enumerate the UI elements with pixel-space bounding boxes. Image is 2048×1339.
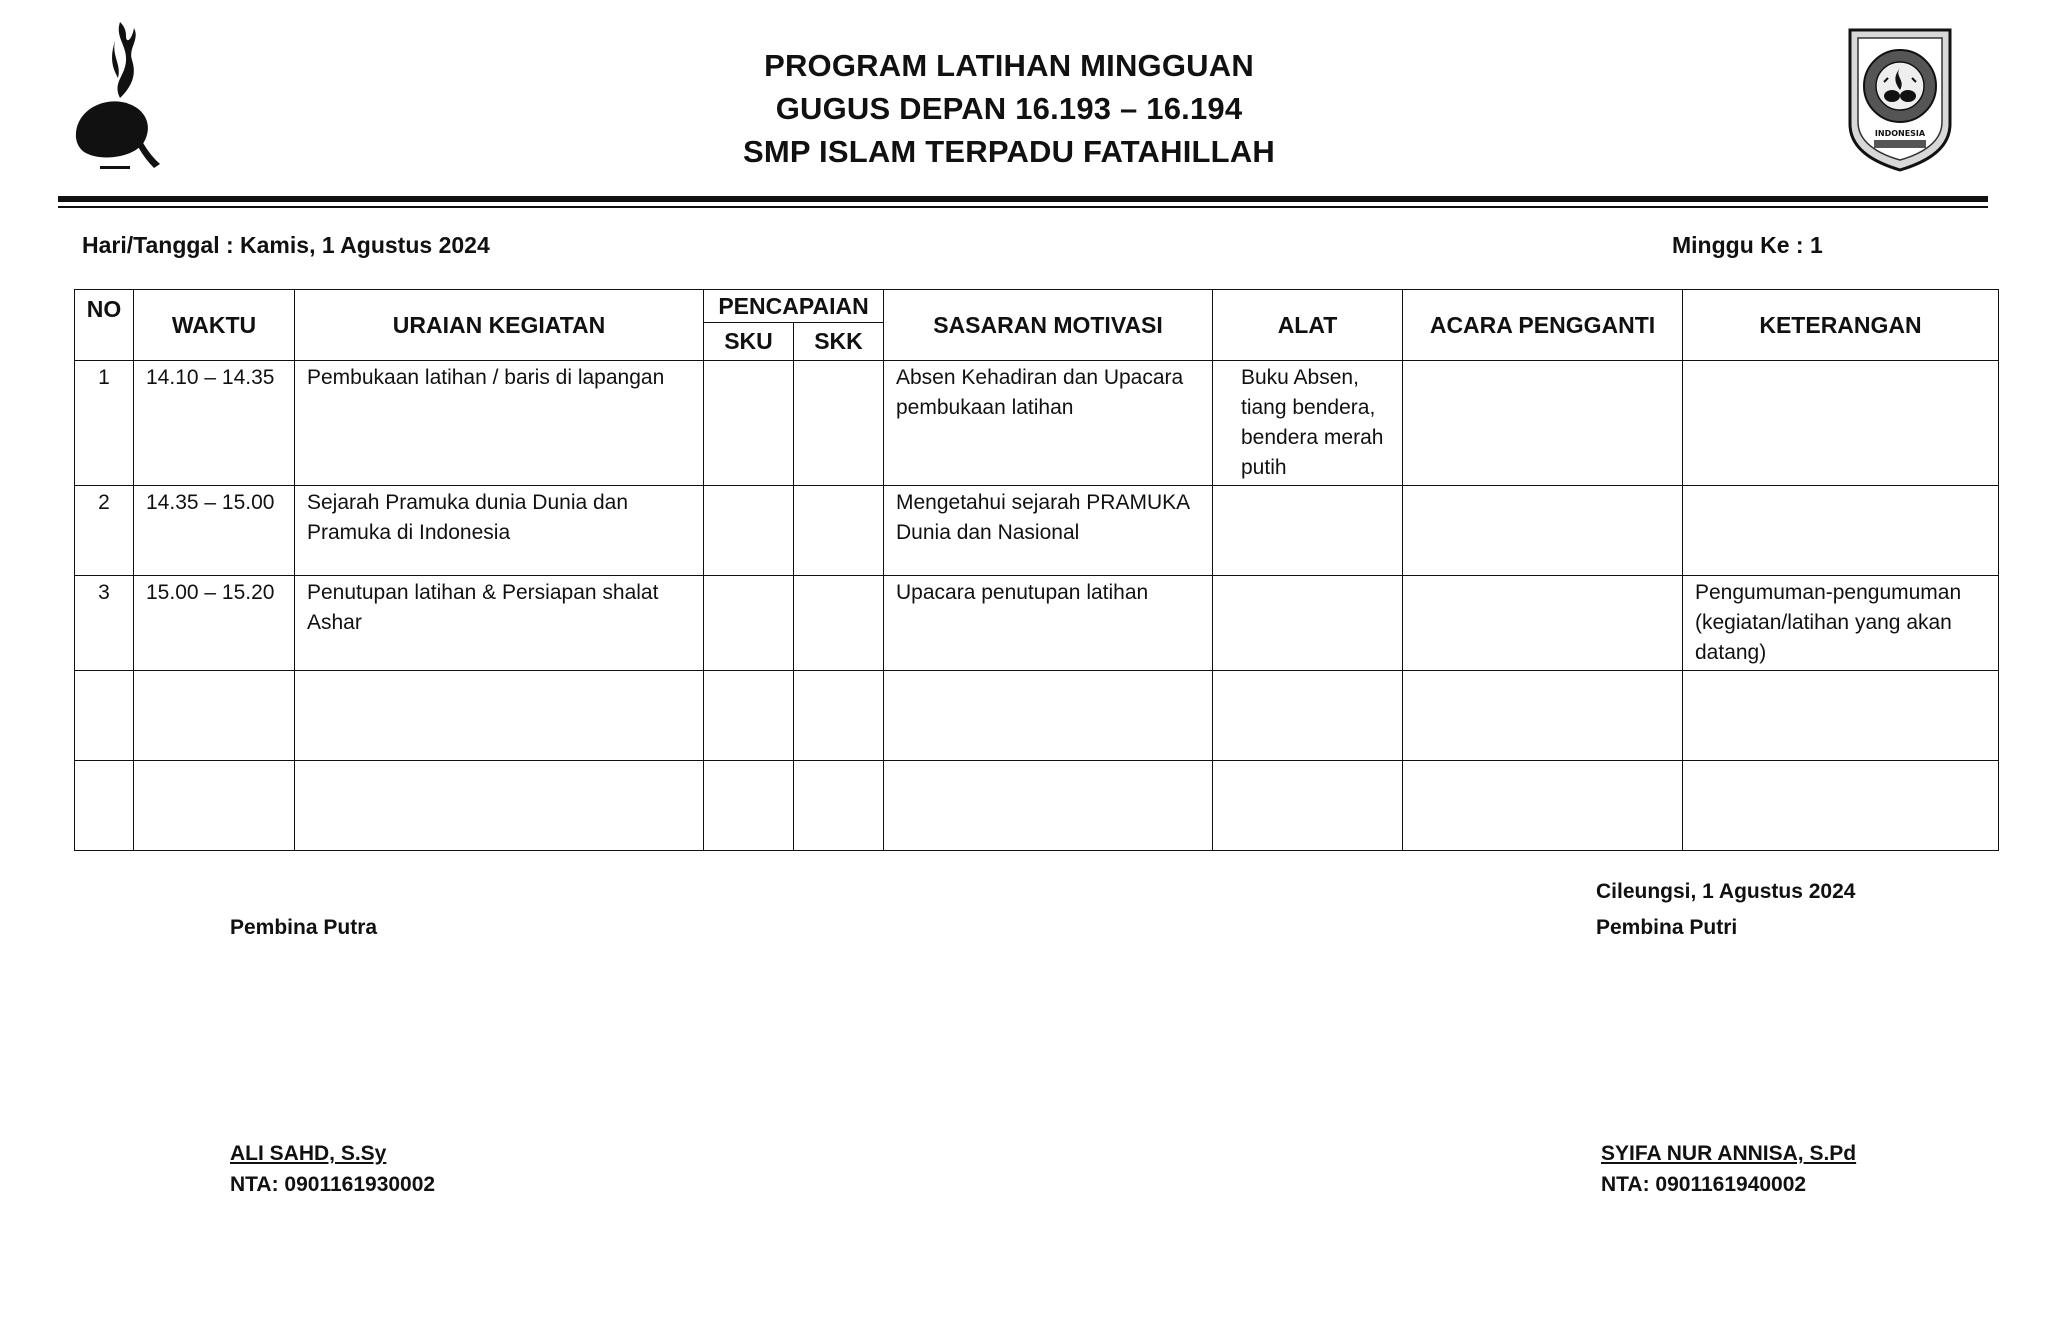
badge-text: INDONESIA — [1874, 129, 1926, 138]
cell-uraian — [295, 761, 704, 851]
week-label: Minggu Ke : 1 — [1672, 232, 1823, 258]
cell-uraian: Penutupan latihan & Persiapan shalat Ashar — [295, 576, 704, 671]
cell-sasaran: Absen Kehadiran dan Upacara pembukaan latihan — [884, 361, 1213, 486]
header-acara: ACARA PENGGANTI — [1403, 290, 1683, 361]
cell-uraian: Pembukaan latihan / baris di lapangan — [295, 361, 704, 486]
cell-no — [75, 761, 134, 851]
header-alat: ALAT — [1213, 290, 1403, 361]
title-line-2: GUGUS DEPAN 16.193 – 16.194 — [775, 91, 1243, 126]
table-row — [75, 761, 1999, 851]
signature-left-role: Pembina Putra — [230, 916, 378, 939]
cell-sasaran: Mengetahui sejarah PRAMUKA Dunia dan Nasional — [884, 486, 1213, 576]
cell-sku — [704, 671, 794, 761]
table-row — [75, 486, 1999, 576]
cell-keterangan — [1683, 761, 1999, 851]
cell-sku — [704, 761, 794, 851]
cell-waktu: 14.35 – 15.00 — [134, 486, 295, 576]
header-sku: SKU — [704, 323, 794, 361]
cell-no — [75, 671, 134, 761]
signature-left-block — [230, 1138, 435, 1200]
header-pencapaian: PENCAPAIAN — [704, 290, 884, 323]
cell-alat — [1213, 486, 1403, 576]
cell-waktu — [134, 671, 295, 761]
cell-uraian: Sejarah Pramuka dunia Dunia dan Pramuka di Indonesia — [295, 486, 704, 576]
cell-no: 2 — [75, 486, 134, 576]
cell-skk — [794, 671, 884, 761]
cell-acara — [1403, 486, 1683, 576]
signature-right-name: SYIFA NUR ANNISA, S.Pd — [1601, 1142, 1857, 1165]
date-label: Hari/Tanggal : Kamis, 1 Agustus 2024 — [82, 232, 490, 258]
cell-skk — [794, 486, 884, 576]
header-sasaran: SASARAN MOTIVASI — [884, 290, 1213, 361]
cell-skk — [794, 576, 884, 671]
cell-keterangan: Pengumuman-pengumuman (kegiatan/latihan yang akan datang) — [1683, 576, 1999, 671]
cell-uraian — [295, 671, 704, 761]
cell-waktu — [134, 761, 295, 851]
signature-place-date: Cileungsi, 1 Agustus 2024 — [1596, 880, 1856, 903]
cell-sku — [704, 361, 794, 486]
cell-acara — [1403, 361, 1683, 486]
table-row — [75, 671, 1999, 761]
cell-alat — [1213, 671, 1403, 761]
cell-keterangan — [1683, 671, 1999, 761]
cell-no: 3 — [75, 576, 134, 671]
title-line-1: PROGRAM LATIHAN MINGGUAN — [764, 48, 1254, 83]
cell-waktu: 14.10 – 14.35 — [134, 361, 295, 486]
cell-sku — [704, 486, 794, 576]
signature-right-block — [1601, 1138, 1856, 1200]
document-title — [0, 44, 2048, 173]
header-uraian: URAIAN KEGIATAN — [295, 290, 704, 361]
signature-left-name: ALI SAHD, S.Sy — [230, 1142, 387, 1165]
cell-acara — [1403, 761, 1683, 851]
cell-sku — [704, 576, 794, 671]
cell-acara — [1403, 671, 1683, 761]
cell-no: 1 — [75, 361, 134, 486]
table-row — [75, 576, 1999, 671]
cell-alat — [1213, 576, 1403, 671]
header-divider-thin — [58, 206, 1988, 208]
activity-table — [74, 289, 1999, 851]
cell-skk — [794, 761, 884, 851]
title-line-3: SMP ISLAM TERPADU FATAHILLAH — [742, 134, 1275, 169]
cell-sasaran — [884, 761, 1213, 851]
cell-keterangan — [1683, 486, 1999, 576]
cell-sasaran — [884, 671, 1213, 761]
cell-sasaran: Upacara penutupan latihan — [884, 576, 1213, 671]
table-row — [75, 361, 1999, 486]
signature-right-nta: NTA: 0901161940002 — [1601, 1173, 1807, 1196]
cell-keterangan — [1683, 361, 1999, 486]
cell-alat: Buku Absen, tiang bendera, bendera merah putih — [1213, 361, 1403, 486]
signature-right-role: Pembina Putri — [1596, 916, 1738, 939]
header-divider-thick — [58, 196, 1988, 202]
cell-waktu: 15.00 – 15.20 — [134, 576, 295, 671]
signature-left-nta: NTA: 0901161930002 — [230, 1173, 436, 1196]
header-keterangan: KETERANGAN — [1683, 290, 1999, 361]
cell-acara — [1403, 576, 1683, 671]
cell-alat — [1213, 761, 1403, 851]
header-no: NO — [75, 290, 134, 361]
header-waktu: WAKTU — [134, 290, 295, 361]
cell-skk — [794, 361, 884, 486]
header-skk: SKK — [794, 323, 884, 361]
